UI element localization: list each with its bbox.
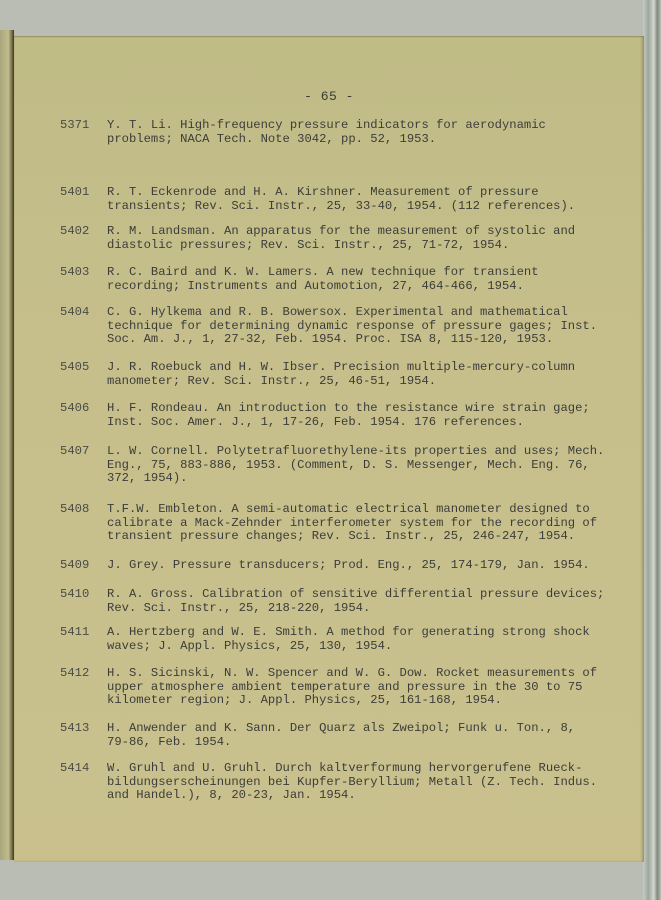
book-binding: [0, 30, 14, 860]
entry-line: J. Grey. Pressure transducers; Prod. Eng., 25, 174-179, Jan. 1954.: [107, 558, 590, 572]
entry-line: 79-86, Feb. 1954.: [107, 734, 232, 749]
entry-line: W. Gruhl and U. Gruhl. Durch kaltverformung hervorgerufene Rueck-: [107, 761, 583, 775]
entry-number: 5406: [60, 401, 90, 415]
entry-number: 5408: [60, 502, 90, 516]
entry-number: 5410: [60, 587, 90, 601]
entry-line: waves; J. Appl. Physics, 25, 130, 1954.: [107, 638, 393, 653]
entry-line: Inst. Soc. Amer. J., 1, 17-26, Feb. 1954. 176 references.: [107, 414, 524, 429]
entry-line: Soc. Am. J., 1, 27-32, Feb. 1954. Proc. ISA 8, 115-120, 1953.: [107, 332, 554, 346]
entry-number: 5401: [60, 185, 90, 199]
document-page: [14, 36, 644, 862]
entry-line: R. C. Baird and K. W. Lamers. A new technique for transient: [107, 265, 539, 279]
reference-entry: [60, 266, 620, 293]
entry-line: kilometer region; J. Appl. Physics, 25, 161-168, 1954.: [107, 693, 502, 707]
reference-entry: [60, 667, 620, 708]
entry-line: A. Hertzberg and W. E. Smith. A method for generating strong shock: [107, 625, 590, 639]
entry-number: 5402: [60, 224, 90, 238]
reference-entry: [60, 306, 620, 347]
entry-number: 5411: [60, 625, 90, 639]
entry-line: calibrate a Mack-Zehnder interferometer system for the recording of: [107, 515, 598, 530]
entry-line: H. Anwender and K. Sann. Der Quarz als Zweipol; Funk u. Ton., 8,: [107, 721, 576, 735]
entry-line: transient pressure changes; Rev. Sci. Instr., 25, 246-247, 1954.: [107, 529, 576, 543]
entry-line: J. R. Roebuck and H. W. Ibser. Precision multiple-mercury-column: [107, 360, 576, 374]
reference-entry: [60, 402, 620, 429]
entry-number: 5407: [60, 444, 90, 458]
background-edge: [643, 0, 661, 900]
reference-entry: [60, 559, 620, 573]
reference-entry: [60, 445, 620, 486]
entry-line: 372, 1954).: [107, 471, 188, 485]
reference-entry: [60, 626, 620, 653]
entry-line: R. A. Gross. Calibration of sensitive differential pressure devices;: [107, 587, 605, 601]
entry-number: 5403: [60, 265, 90, 279]
entry-number: 5409: [60, 558, 90, 572]
reference-entry: [60, 722, 620, 749]
entry-line: diastolic pressures; Rev. Sci. Instr., 25, 71-72, 1954.: [107, 237, 510, 252]
entry-number: 5405: [60, 360, 90, 374]
reference-entry: [60, 588, 620, 615]
entry-line: manometer; Rev. Sci. Instr., 25, 46-51, 1954.: [107, 373, 437, 388]
reference-entry: [60, 762, 620, 803]
entry-line: Eng., 75, 883-886, 1953. (Comment, D. S. Messenger, Mech. Eng. 76,: [107, 457, 590, 472]
entry-line: technique for determining dynamic response of pressure gages; Inst.: [107, 318, 598, 333]
entry-number: 5371: [60, 118, 90, 132]
entry-line: transients; Rev. Sci. Instr., 25, 33-40, 1954. (112 references).: [107, 198, 576, 213]
entry-line: problems; NACA Tech. Note 3042, pp. 52, 1953.: [107, 131, 437, 146]
entry-line: Y. T. Li. High-frequency pressure indicators for aerodynamic: [107, 118, 546, 132]
entry-number: 5413: [60, 721, 90, 735]
entry-line: upper atmosphere ambient temperature and pressure in the 30 to 75: [107, 679, 583, 694]
entry-line: C. G. Hylkema and R. B. Bowersox. Experimental and mathematical: [107, 305, 568, 319]
entry-line: R. T. Eckenrode and H. A. Kirshner. Measurement of pressure: [107, 185, 539, 199]
entry-line: bildungserscheinungen bei Kupfer-Beryllium; Metall (Z. Tech. Indus.: [107, 774, 598, 789]
reference-entry: [60, 186, 620, 213]
reference-entry: [60, 225, 620, 252]
entry-line: R. M. Landsman. An apparatus for the measurement of systolic and: [107, 224, 576, 238]
entry-line: T.F.W. Embleton. A semi-automatic electrical manometer designed to: [107, 502, 590, 516]
entry-line: and Handel.), 8, 20-23, Jan. 1954.: [107, 788, 356, 802]
entry-line: H. S. Sicinski, N. W. Spencer and W. G. Dow. Rocket measurements of: [107, 666, 598, 680]
entry-line: Rev. Sci. Instr., 25, 218-220, 1954.: [107, 600, 371, 615]
reference-entry: [60, 361, 620, 388]
entry-number: 5404: [60, 305, 90, 319]
page-number: - 65 -: [304, 89, 354, 104]
entry-number: 5414: [60, 761, 90, 775]
entry-line: L. W. Cornell. Polytetrafluorethylene-its properties and uses; Mech.: [107, 444, 605, 458]
reference-entry: [60, 119, 620, 146]
reference-entry: [60, 503, 620, 544]
entry-number: 5412: [60, 666, 90, 680]
entry-line: recording; Instruments and Automotion, 27, 464-466, 1954.: [107, 278, 524, 293]
entry-line: H. F. Rondeau. An introduction to the resistance wire strain gage;: [107, 401, 590, 415]
